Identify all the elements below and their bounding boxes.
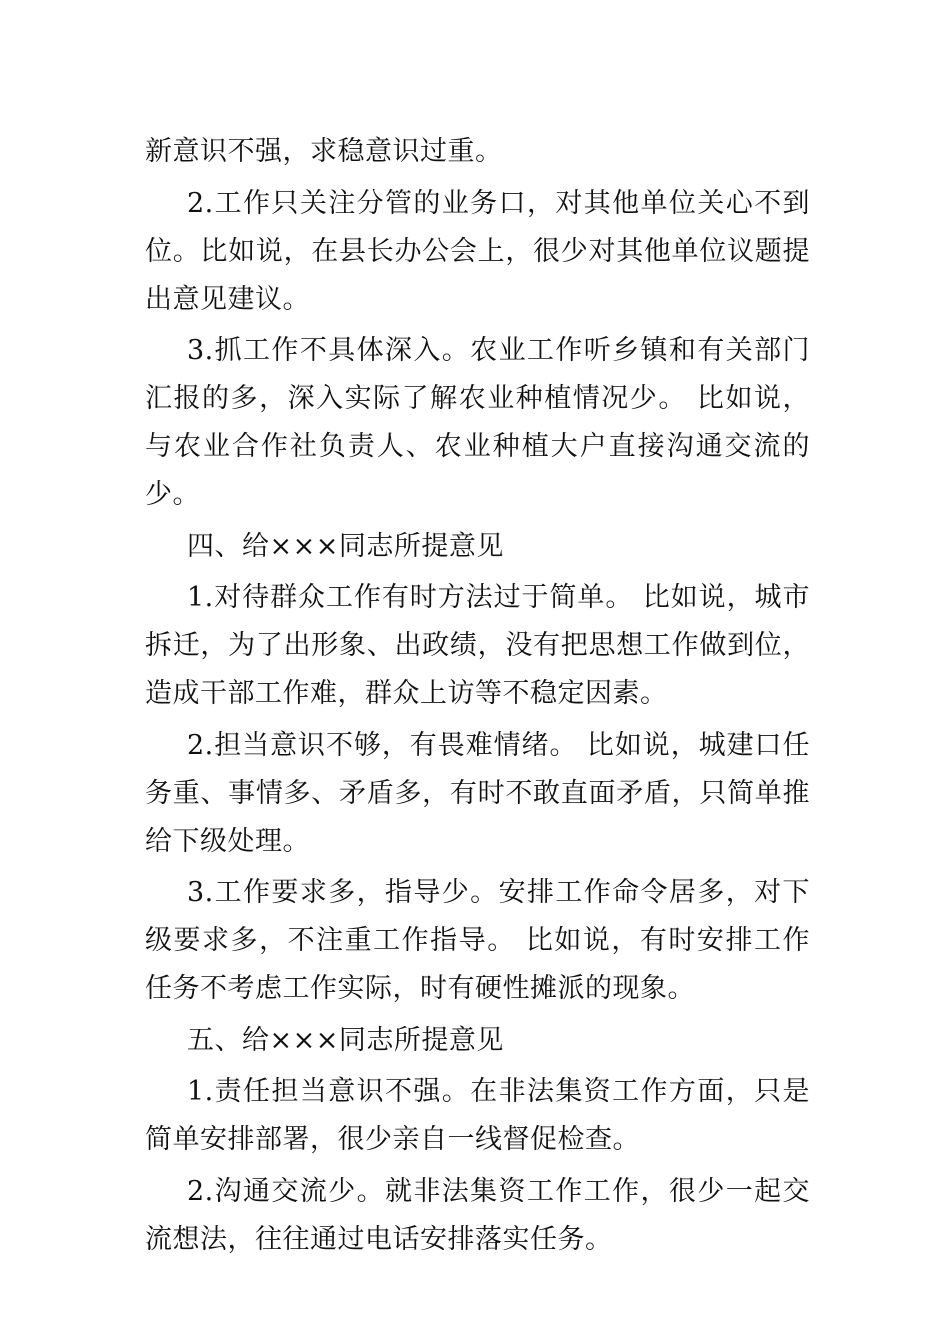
paragraph-continuation: 新意识不强，求稳意识过重。 bbox=[145, 136, 503, 167]
paragraph-item-1: 1.对待群众工作有时方法过于简单。 比如说，城市拆迁，为了出形象、出政绩，没有把思想工作做到位，造成干部工作难，群众上访等不稳定因素。 bbox=[145, 582, 810, 709]
paragraph-item-1: 1.责任担当意识不强。在非法集资工作方面，只是简单安排部署，很少亲自一线督促检查。 bbox=[145, 1076, 810, 1155]
section-heading-four: 四、给×××同志所提意见 bbox=[187, 530, 504, 562]
paragraph-item-2: 2.担当意识不够，有畏难情绪。 比如说，城建口任务重、事情多、矛盾多，有时不敢直面矛盾，只简单推给下级处理。 bbox=[145, 729, 810, 857]
paragraph-item-2: 2.沟通交流少。就非法集资工作工作，很少一起交流想法，往往通过电话安排落实任务。 bbox=[145, 1175, 810, 1255]
section-heading-five: 五、给×××同志所提意见 bbox=[187, 1024, 504, 1056]
paragraph-item-2: 2.工作只关注分管的业务口，对其他单位关心不到位。比如说，在县长办公会上，很少对其他单位议题提出意见建议。 bbox=[145, 187, 810, 315]
document-body bbox=[145, 128, 810, 1267]
paragraph-item-3: 3.抓工作不具体深入。农业工作听乡镇和有关部门汇报的多，深入实际了解农业种植情况少。 比如说，与农业合作社负责人、农业种植大户直接沟通交流的少。 bbox=[145, 335, 810, 510]
paragraph-item-3: 3.工作要求多，指导少。安排工作命令居多，对下级要求多，不注重工作指导。 比如说，有时安排工作任务不考虑工作实际，时有硬性摊派的现象。 bbox=[145, 877, 810, 1004]
